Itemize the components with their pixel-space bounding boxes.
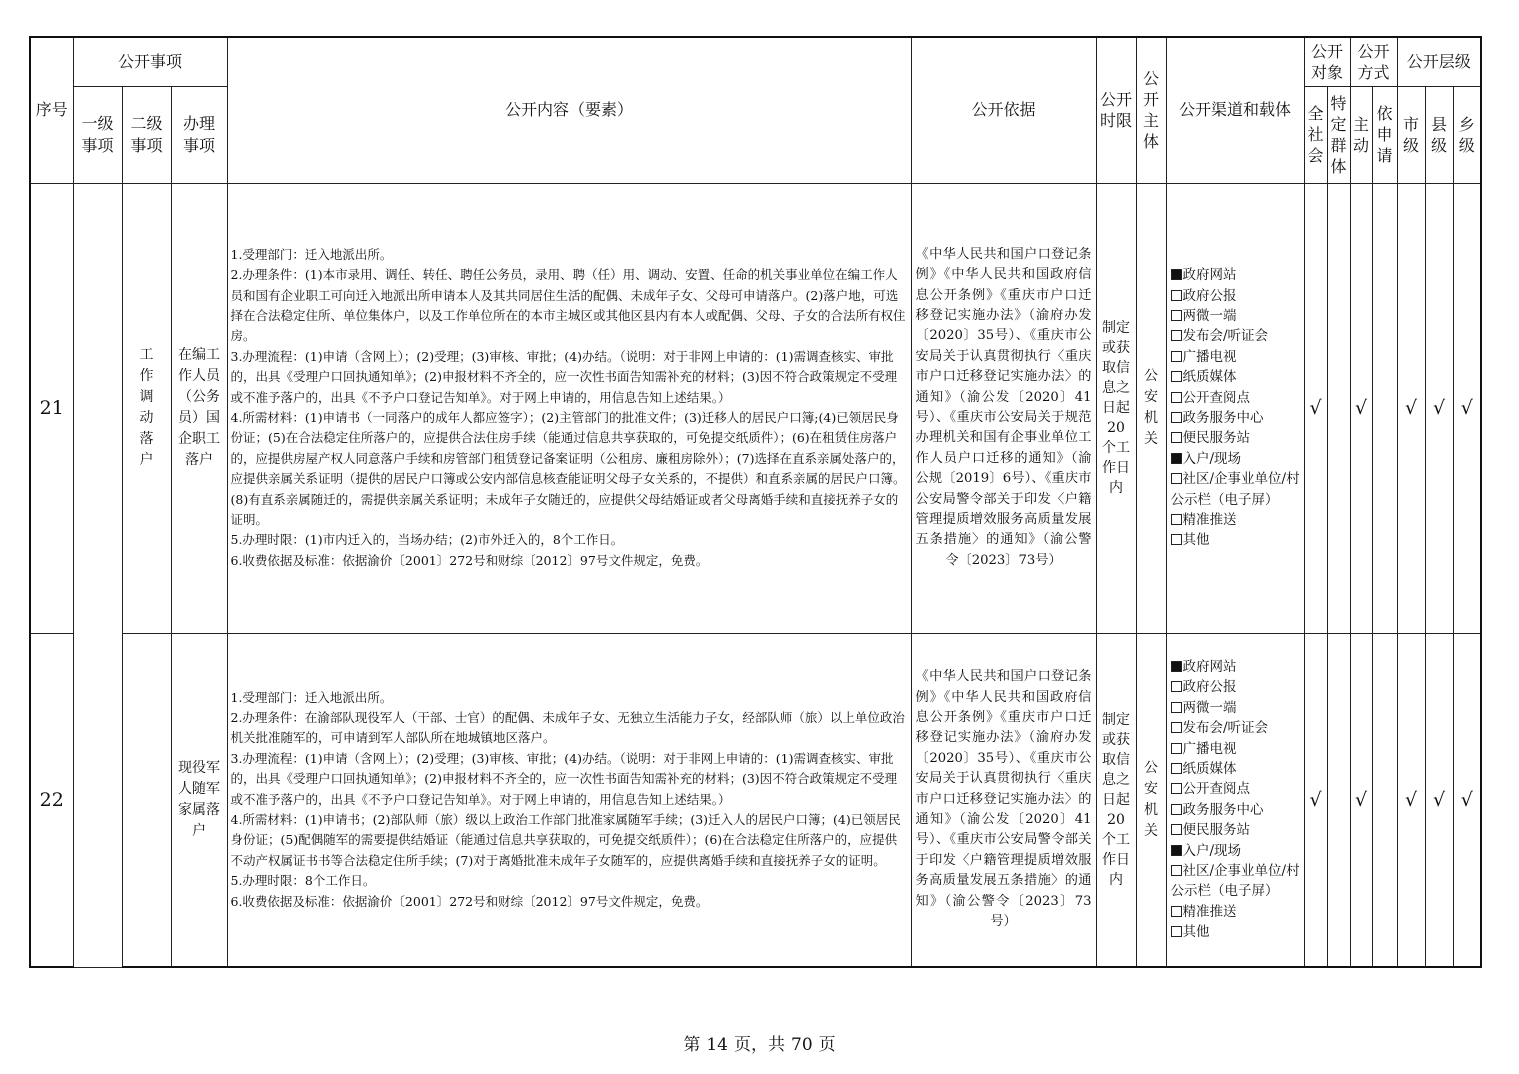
header-target: 公开对象	[1304, 37, 1350, 86]
header-basis: 公开依据	[911, 37, 1096, 183]
unchecked-box-icon	[1171, 783, 1182, 794]
channel-item	[1171, 677, 1302, 697]
unchecked-box-icon	[1171, 290, 1182, 301]
unchecked-box-icon	[1171, 926, 1182, 937]
row-method-apply	[1372, 633, 1397, 967]
header-level-county: 县级	[1425, 86, 1453, 183]
header-level1: 一级事项	[73, 86, 122, 183]
unchecked-box-icon	[1171, 392, 1182, 403]
row-level-city: √	[1397, 183, 1425, 633]
row-target-all: √	[1304, 183, 1327, 633]
channel-item	[1171, 922, 1302, 942]
row-channels	[1166, 633, 1304, 967]
row-channels	[1166, 183, 1304, 633]
row-basis: 《中华人民共和国户口登记条例》《中华人民共和国政府信息公开条例》《重庆市户口迁移登记实施办法》（渝府办发〔2020〕35号）、《重庆市公安局关于认真贯彻执行〈重庆市户口迁移登记实施办法〉的通知》（渝公发〔2020〕41号）、《重庆市公安局警令部关于印发〈户籍管理提质增效服务高质量发展五条措施〉的通知》（渝公警令〔2023〕73号）	[911, 633, 1096, 967]
page-total: 70	[791, 1035, 813, 1055]
channel-label: 公开查阅点	[1182, 389, 1250, 406]
channel-item	[1171, 347, 1302, 367]
channel-label: 其他	[1182, 532, 1210, 549]
header-seq: 序号	[30, 37, 73, 183]
header-method-apply: 依申请	[1372, 86, 1397, 183]
row-content: 1.受理部门：迁入地派出所。 2.办理条件：在渝部队现役军人（干部、士官）的配偶、未成年子女、无独立生活能力子女，经部队师（旅）以上单位政治机关批准随军的，可申请到军人部队所在地城镇地区落户。 3.办理流程：(1)申请（含网上）；(2)受理；(3)审核、审批；(4)办结。（说明：对于非网上申请的：(1)需调查核实、审批的，出具《受理户口回执通知单》；(2)申报材料不齐全的，应一次性书面告知需补充的材料；(3)因不符合政策规定不受理或不准予落户的，出具《不予户口登记告知单》。对于网上申请的，用信息告知上述结果。） 4.所需材料：(1)申请书；(2)部队师（旅）级以上政治工作部门批准家属随军手续；(3)迁入人的居民户口簿；(4)已领居民身份证；(5)配偶随军的需要提供结婚证（能通过信息共享获取的，可免提交纸质件）；(6)在合法稳定住所落户的，应提供不动产权属证书书等合法稳定住所手续；(7)对于离婚批准未成年子女随军的，应提供离婚手续和直接抚养子女的证明。 5.办理时限：8个工作日。 6.收费依据及标准：依据渝价〔2001〕272号和财综〔2012〕97号文件规定，免费。	[227, 633, 911, 967]
row-handle: 现役军人随军家属落户	[171, 633, 227, 967]
unchecked-box-icon	[1171, 722, 1182, 733]
header-method: 公开方式	[1350, 37, 1397, 86]
row-level-town: √	[1453, 183, 1481, 633]
channel-label: 政府网站	[1182, 267, 1237, 284]
row-level1	[73, 183, 122, 967]
channel-item	[1171, 739, 1302, 759]
channel-label: 两微一端	[1182, 307, 1237, 324]
channel-label: 精准推送	[1182, 903, 1237, 920]
unchecked-box-icon	[1171, 702, 1182, 713]
disclosure-table	[29, 36, 1482, 968]
unchecked-box-icon	[1171, 473, 1182, 484]
channel-label: 发布会/听证会	[1182, 720, 1269, 737]
channel-item	[1171, 820, 1302, 840]
channel-item	[1171, 469, 1302, 510]
channel-item	[1171, 861, 1302, 902]
channel-label: 入户/现场	[1182, 450, 1242, 467]
unchecked-box-icon	[1171, 534, 1182, 545]
channel-label: 公开查阅点	[1182, 781, 1250, 798]
row-level-county: √	[1425, 633, 1453, 967]
header-method-active: 主动	[1350, 86, 1372, 183]
channel-item	[1171, 428, 1302, 448]
channel-label: 精准推送	[1182, 512, 1237, 529]
header-handle: 办理事项	[171, 86, 227, 183]
channel-item	[1171, 718, 1302, 738]
channel-label: 政务服务中心	[1182, 410, 1264, 426]
row-method-apply	[1372, 183, 1397, 633]
row-time-limit: 制定或获取信息之日起20个工作日内	[1096, 183, 1136, 633]
unchecked-box-icon	[1171, 351, 1182, 362]
channel-label: 政府公报	[1182, 287, 1237, 304]
unchecked-box-icon	[1171, 310, 1182, 321]
unchecked-box-icon	[1171, 330, 1182, 341]
row-level-town: √	[1453, 633, 1481, 967]
channel-label: 广播电视	[1182, 740, 1237, 757]
row-level2: 工作调动落户	[122, 183, 171, 633]
channel-item	[1171, 326, 1302, 346]
unchecked-box-icon	[1171, 432, 1182, 443]
header-level2: 二级事项	[122, 86, 171, 183]
row-seq: 21	[30, 183, 73, 633]
channel-label: 社区/企事业单位/村公示栏（电子屏）	[1170, 862, 1300, 900]
row-time-limit: 制定或获取信息之日起20个工作日内	[1096, 633, 1136, 967]
row-level-city: √	[1397, 633, 1425, 967]
row-target-specific	[1327, 633, 1350, 967]
channel-item	[1171, 841, 1302, 861]
header-channels: 公开渠道和载体	[1166, 37, 1304, 183]
header-open-items: 公开事项	[73, 37, 227, 86]
checked-box-icon	[1171, 661, 1182, 672]
channel-item	[1171, 388, 1302, 408]
header-target-all: 全社会	[1304, 86, 1327, 183]
channel-label: 社区/企事业单位/村公示栏（电子屏）	[1170, 471, 1300, 508]
page-number: 14	[706, 1035, 728, 1055]
header-level-town: 乡级	[1453, 86, 1481, 183]
row-basis: 《中华人民共和国户口登记条例》《中华人民共和国政府信息公开条例》《重庆市户口迁移登记实施办法》（渝府办发〔2020〕35号）、《重庆市公安局关于认真贯彻执行〈重庆市户口迁移登记实施办法〉的通知》（渝公发〔2020〕41号）、《重庆市公安局关于规范办理机关和国有企事业单位工作人员户口迁移的通知》（渝公规〔2019〕6号）、《重庆市公安局警令部关于印发〈户籍管理提质增效服务高质量发展五条措施〉的通知》（渝公警令〔2023〕73号）	[911, 183, 1096, 633]
unchecked-box-icon	[1171, 743, 1182, 754]
row-method-active: √	[1350, 183, 1372, 633]
header-subject: 公开主体	[1136, 37, 1166, 183]
checked-box-icon	[1171, 269, 1182, 280]
channel-label: 政务服务中心	[1182, 801, 1264, 818]
channel-label: 便民服务站	[1182, 430, 1250, 447]
header-level: 公开层级	[1397, 37, 1481, 86]
row-method-active: √	[1350, 633, 1372, 967]
table-row	[30, 183, 1481, 633]
unchecked-box-icon	[1171, 412, 1182, 423]
channel-item	[1171, 408, 1302, 428]
channel-item	[1171, 779, 1302, 799]
channel-label: 政府公报	[1182, 679, 1237, 696]
channel-item	[1171, 286, 1302, 306]
checked-box-icon	[1171, 453, 1182, 464]
row-handle: 在编工作人员（公务员）国企职工落户	[171, 183, 227, 633]
channel-item	[1171, 759, 1302, 779]
channel-item	[1171, 800, 1302, 820]
channel-item	[1171, 306, 1302, 326]
unchecked-box-icon	[1171, 906, 1182, 917]
channel-item	[1171, 657, 1302, 677]
channel-item	[1171, 698, 1302, 718]
row-subject: 公安机关	[1136, 183, 1166, 633]
header-content: 公开内容（要素）	[227, 37, 911, 183]
row-level2	[122, 633, 171, 967]
unchecked-box-icon	[1171, 824, 1182, 835]
unchecked-box-icon	[1171, 371, 1182, 382]
unchecked-box-icon	[1171, 804, 1182, 815]
channel-item	[1171, 265, 1302, 285]
channel-label: 入户/现场	[1182, 842, 1242, 859]
header-target-specific: 特定群体	[1327, 86, 1350, 183]
channel-item	[1171, 530, 1302, 550]
unchecked-box-icon	[1171, 681, 1182, 692]
row-target-all: √	[1304, 633, 1327, 967]
row-subject: 公安机关	[1136, 633, 1166, 967]
channel-label: 广播电视	[1182, 348, 1237, 365]
channel-label: 政府网站	[1182, 658, 1237, 675]
channel-label: 纸质媒体	[1182, 369, 1237, 386]
channel-label: 便民服务站	[1182, 822, 1250, 839]
channel-item	[1171, 367, 1302, 387]
row-target-specific	[1327, 183, 1350, 633]
row-content: 1.受理部门：迁入地派出所。 2.办理条件：(1)本市录用、调任、转任、聘任公务员，录用、聘（任）用、调动、安置、任命的机关事业单位在编工作人员和国有企业职工可向迁入地派出所申请本人及其共同居住生活的配偶、未成年子女、父母可申请落户。(2)落户地，可选择在合法稳定住所、单位集体户，以及工作单位所在的本市主城区或其他区县内有本人或配偶、父母、子女的合法所有权住房。 3.办理流程：(1)申请（含网上）；(2)受理；(3)审核、审批；(4)办结。（说明：对于非网上申请的：(1)需调查核实、审批的，出具《受理户口回执通知单》；(2)申报材料不齐全的，应一次性书面告知需补充的材料；(3)因不符合政策规定不受理或不准予落户的，出具《不予户口登记告知单》。对于网上申请的，用信息告知上述结果。） 4.所需材料：(1)申请书（一同落户的成年人都应签字）；(2)主管部门的批准文件；(3)迁移人的居民户口簿;(4)已领居民身份证；(5)在合法稳定住所落户的，应提供合法住房手续（能通过信息共享获取的，可免提交纸质件）；(6)在租赁住房落户的，应提供房屋产权人同意落户手续和房管部门租赁登记备案证明（公租房、廉租房除外）；(7)选择在直系亲属处落户的，应提供亲属关系证明（提供的居民户口簿或公安内部信息核查能证明父母子女关系的，不提供）和直系亲属的居民户口簿。(8)有直系亲属随迁的，需提供亲属关系证明；未成年子女随迁的，应提供父母结婚证或者父母离婚手续和直接抚养子女的证明。 5.办理时限：(1)市内迁入的，当场办结；(2)市外迁入的，8个工作日。 6.收费依据及标准：依据渝价〔2001〕272号和财综〔2012〕97号文件规定，免费。	[227, 183, 911, 633]
channel-label: 其他	[1182, 924, 1210, 941]
unchecked-box-icon	[1171, 514, 1182, 525]
table-row	[30, 633, 1481, 967]
channel-item	[1171, 510, 1302, 530]
unchecked-box-icon	[1171, 763, 1182, 774]
row-seq: 22	[30, 633, 73, 967]
header-time-limit: 公开时限	[1096, 37, 1136, 183]
channel-item	[1171, 902, 1302, 922]
row-level-county: √	[1425, 183, 1453, 633]
header-level-city: 市级	[1397, 86, 1425, 183]
page-footer: 第 14 页，共 70 页	[683, 1035, 836, 1055]
checked-box-icon	[1171, 845, 1182, 856]
channel-label: 两微一端	[1182, 699, 1237, 716]
channel-label: 发布会/听证会	[1182, 328, 1269, 345]
channel-item	[1171, 449, 1302, 469]
channel-label: 纸质媒体	[1182, 760, 1237, 777]
unchecked-box-icon	[1171, 865, 1182, 876]
